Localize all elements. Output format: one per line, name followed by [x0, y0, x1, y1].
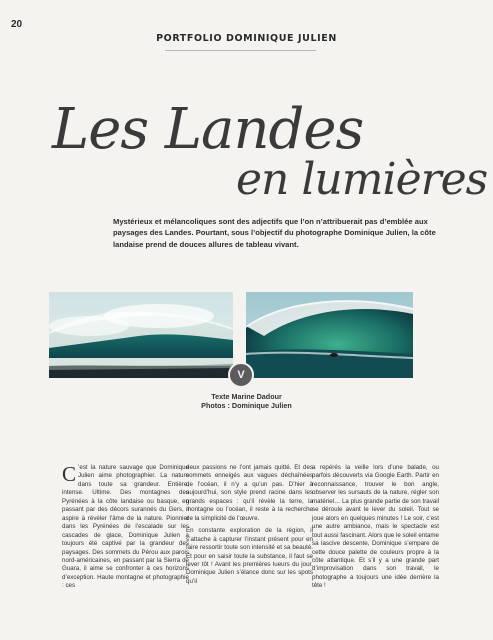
title-line-1: Les Landes	[52, 97, 364, 162]
lede-paragraph: Mystérieux et mélancoliques sont des adjectifs que l’on n’attribuerait pas d’emblée aux paysages des Landes. Pourtant, sous l’objectif du photographe Dominique Julien, la côte landaise prend de douces allures de tableau vivant.	[113, 217, 436, 249]
wave-photo-right-image	[246, 292, 413, 378]
wave-photo-right	[246, 292, 413, 378]
text-credit: Texte Marine Dadour	[211, 392, 282, 401]
column-3-text: a repérés la veille lors d’une balade, ou parfois découverts via Google Earth. Partir en reconnaissance, trouver le bon angle, observer les sursauts de la nature, régler son matériel… La plus grande partie de son travail se déroule avant le lever du soleil. Tout se joue alors en quelques minutes ! Le soir, c’est une autre ambiance, mais le spectacle est tout aussi fascinant. Alors que le soleil entame sa lascive descente, Dominique s’empare de cette douce palette de couleurs propre à la côte atlantique. Et s’il y a une grande part d’improvisation dans son travail, le photographe a toujours une idée derrière la tête !	[312, 464, 439, 590]
photo-credit: Photos : Dominique Julien	[201, 401, 292, 411]
article-column-2	[186, 464, 313, 590]
credits	[150, 392, 343, 411]
drop-cap: C	[62, 462, 77, 486]
column-2-paragraph-2: En constante exploration de la région, il s’attache à capturer l’instant présent pour en faire ressortir toute son intensité et sa beauté. Et pour en saisir toute la substance, il faut se lever tôt ! Avant les premières lueurs du jour, Dominique Julien s’élance donc sur les spots qu’il	[186, 527, 313, 585]
title-line-2: en lumières	[236, 154, 488, 205]
wave-photo-left	[49, 292, 233, 378]
article-column-1	[62, 464, 189, 595]
page-number: 20	[11, 19, 23, 30]
header-divider	[165, 50, 316, 51]
section-header: PORTFOLIO DOMINIQUE JULIEN	[156, 33, 337, 44]
wave-photo-left-image	[49, 292, 233, 378]
magazine-logo-icon: V	[228, 362, 254, 388]
column-1-text: ’est la nature sauvage que Dominique Julien aime photographier. La nature dans toute sa grandeur. Entière, intense. Ultime. Des montagnes des Pyrénées à la côte landaise ou basque, en passant par des décors surannés du Gers, il aspire à révéler l’âme de la nature. Pionnier dans les Pyrénées de l’escalade sur les cascades de glace, Dominique Julien a toujours été captivé par la grandeur des paysages. Des sommets du Pérou aux parois nord-américaines, en passant par la Sierra de Guara, il aime se confronter à ces horizons d’exception. Haute montagne et photographie : ces	[62, 464, 189, 590]
column-2-paragraph-1: deux passions ne l’ont jamais quitté. Et des sommets enneigés aux vagues déchaînées de l’océan, il n’y a qu’un pas. D’hier à aujourd’hui, son style prend racine dans les grands espaces : qu’il révèle la terre, la montagne ou l’océan, il reste à la recherche de la simplicité de l’œuvre.	[186, 464, 313, 522]
article-column-3	[312, 464, 439, 595]
